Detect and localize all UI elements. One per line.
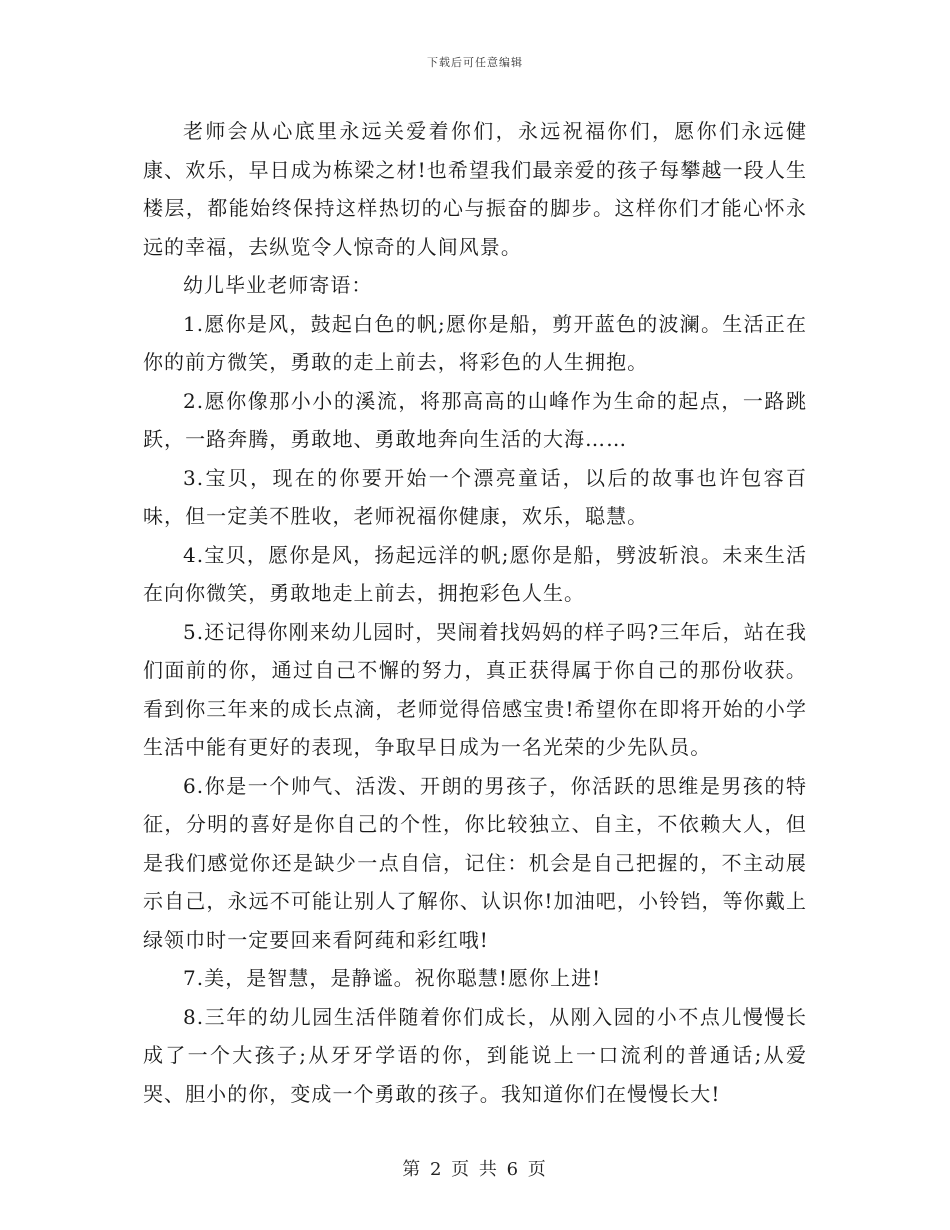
message-item-7: 7.美，是智慧，是静谧。祝你聪慧!愿你上进! (183, 966, 602, 990)
page-number-footer: 第 2 页 共 6 页 (402, 1159, 548, 1180)
message-item-1: 1.愿你是风，鼓起白色的帆;愿你是船，剪开蓝色的波澜。生活正在你的前方微笑，勇敢的走上前去，将彩色的人生拥抱。 (143, 311, 807, 374)
section-heading: 幼儿毕业老师寄语： (183, 273, 373, 297)
message-item-3: 3.宝贝，现在的你要开始一个漂亮童话，以后的故事也许包容百味，但一定美不胜收，老师祝福你健康，欢乐，聪慧。 (143, 465, 807, 528)
message-item-8: 8.三年的幼儿园生活伴随着你们成长，从刚入园的小不点儿慢慢长成了一个大孩子;从牙牙学语的你，到能说上一口流利的普通话;从爱哭、胆小的你，变成一个勇敢的孩子。我知道你们在慢慢长大! (143, 1004, 807, 1106)
message-item-5: 5.还记得你刚来幼儿园时，哭闹着找妈妈的样子吗?三年后，站在我们面前的你，通过自己不懈的努力，真正获得属于你自己的那份收获。看到你三年来的成长点滴，老师觉得倍感宝贵!希望你在即将开始的小学生活中能有更好的表现，争取早日成为一名光荣的少先队员。 (143, 619, 807, 759)
message-item-4: 4.宝贝，愿你是风，扬起远洋的帆;愿你是船，劈波斩浪。未来生活在向你微笑，勇敢地走上前去，拥抱彩色人生。 (143, 542, 807, 605)
message-item-6: 6.你是一个帅气、活泼、开朗的男孩子，你活跃的思维是男孩的特征，分明的喜好是你自己的个性，你比较独立、自主，不依赖大人，但是我们感觉你还是缺少一点自信，记住：机会是自己把握的，不主动展示自己，永远不可能让别人了解你、认识你!加油吧，小铃铛，等你戴上绿领巾时一定要回来看阿莼和彩红哦! (143, 773, 807, 952)
page-body (143, 112, 807, 1113)
message-item-2: 2.愿你像那小小的溪流，将那高高的山峰作为生命的起点，一路跳跃，一路奔腾，勇敢地、勇敢地奔向生活的大海…… (143, 388, 807, 451)
page-header: 下载后可任意编辑 (427, 56, 523, 69)
intro-paragraph: 老师会从心底里永远关爱着你们，永远祝福你们，愿你们永远健康、欢乐，早日成为栋梁之材!也希望我们最亲爱的孩子每攀越一段人生楼层，都能始终保持这样热切的心与振奋的脚步。这样你们才能心怀永远的幸福，去纵览令人惊奇的人间风景。 (143, 119, 807, 259)
